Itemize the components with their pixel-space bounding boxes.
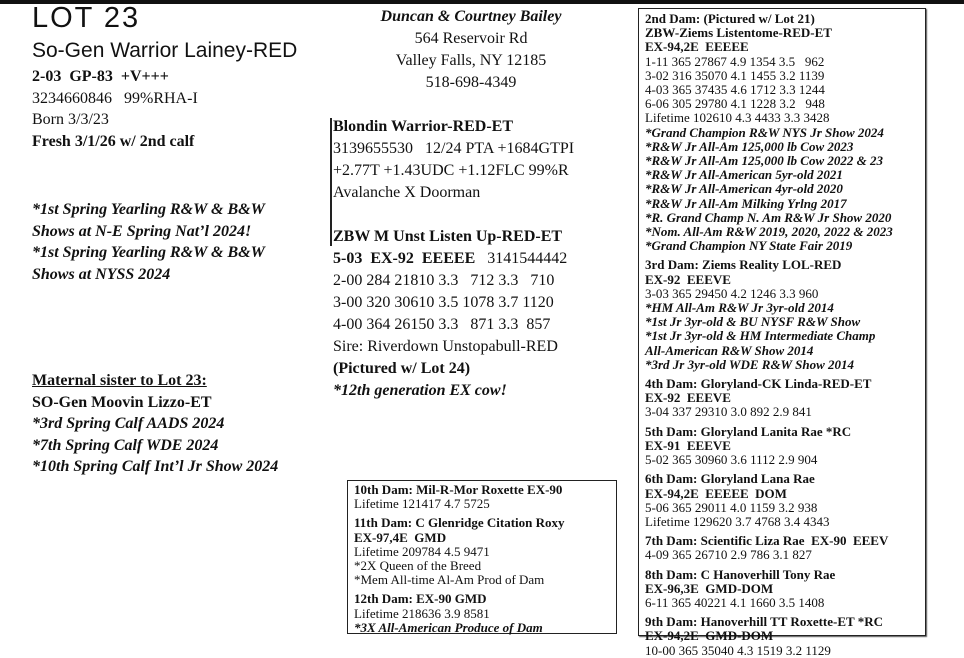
animal-name: So-Gen Warrior Lainey-RED [32,39,298,62]
dam-award: *R&W Jr All-Am 125,000 lb Cow 2023 [645,138,854,154]
dam-award: *1st Jr 3yr-old & BU NYSF R&W Show [645,314,861,330]
top-border [0,0,964,4]
dam-heading: 3rd Dam: Ziems Reality LOL-RED [645,257,842,273]
dam-record: Lifetime 209784 4.5 9471 [354,543,490,559]
sire-block [333,116,574,204]
sister-award: *3rd Spring Calf AADS 2024 [32,415,225,432]
lot-number: LOT 23 [32,2,141,34]
dam-award: *1st Jr 3yr-old & HM Intermediate Champ [645,328,876,344]
dam-heading: 9th Dam: Hanoverhill TT Roxette-ET *RC [645,614,883,630]
dam-record: *Mem All-time Al-Am Prod of Dam [354,572,545,588]
dam-heading: 8th Dam: C Hanoverhill Tony Rae [645,566,836,582]
dam-section [645,258,925,372]
dam-award: *R&W Jr All-American 5yr-old 2021 [645,167,843,183]
dam-record: Lifetime 129620 3.7 4768 3.4 4343 [645,513,830,529]
dam-heading: EX-96,3E GMD-DOM [645,580,774,596]
dam-record: 3-03 365 29450 4.2 1246 3.3 960 [645,285,819,301]
owner-name: Duncan & Courtney Bailey [380,8,562,25]
dam-sire: Sire: Riverdown Unstopabull-RED [333,338,558,355]
dam-heading: 12th Dam: EX-90 GMD [354,591,487,607]
dam-record: 4-03 365 37435 4.6 1712 3.3 1244 [645,82,825,98]
dam-note: *12th generation EX cow! [333,382,507,399]
dam-record: 10-00 365 35040 4.3 1519 3.2 1129 [645,642,831,658]
maternal-sister [32,370,278,478]
award-line: Shows at NYSS 2024 [32,265,171,283]
dam-section [645,615,925,658]
dam-heading: EX-94,2E GMD-DOM [645,628,774,644]
dam-record: Lifetime 102610 4.3 4433 3.3 3428 [645,110,830,126]
dam-record: 5-06 365 29011 4.0 1159 3.2 938 [645,499,818,515]
dam-section [354,516,616,587]
dam-award: *Grand Champion NY State Fair 2019 [645,238,853,254]
dam-award: *R&W Jr All-Am 125,000 lb Cow 2022 & 23 [645,153,884,169]
dam-heading: 10th Dam: Mil-R-Mor Roxette EX-90 [354,482,563,497]
dam-heading: 11th Dam: C Glenridge Citation Roxy [354,515,565,531]
dam-section [354,592,616,635]
pedigree-box-middle [347,480,617,634]
dam-section [645,377,925,420]
dam-classification: 5-03 EX-92 EEEEE [333,250,476,267]
dam-record: 2-00 284 21810 3.3 712 3.3 710 [333,272,555,289]
owner-phone: 518-698-4349 [425,74,517,91]
dam-record: Lifetime 218636 3.9 8581 [354,605,490,621]
dam-record: 4-09 365 26710 2.9 786 3.1 827 [645,547,812,563]
birth-date: Born 3/3/23 [32,111,109,128]
dam-name: ZBW M Unst Listen Up-RED-ET [333,228,563,245]
dam-award: All-American R&W Show 2014 [645,342,814,358]
awards [32,199,265,285]
animal-info [32,66,198,152]
dam-section [645,472,925,529]
sire-name: Blondin Warrior-RED-ET [333,118,514,135]
dam-section [645,568,925,611]
dam-heading: 6th Dam: Gloryland Lana Rae [645,471,815,487]
award-line: Shows at N-E Spring Nat’l 2024! [32,222,252,240]
award-line: *1st Spring Yearling R&W & B&W [32,244,265,261]
dam-award: *Grand Champion R&W NYS Jr Show 2024 [645,124,884,140]
dam-section [645,534,925,562]
sister-award: *10th Spring Calf Int’l Jr Show 2024 [32,458,279,475]
sister-name: SO-Gen Moovin Lizzo-ET [32,393,212,411]
dam-award: *3rd Jr 3yr-old WDE R&W Show 2014 [645,356,855,372]
dam-award: *R&W Jr All-American 4yr-old 2020 [645,181,843,197]
owner-city: Valley Falls, NY 12185 [395,52,547,69]
fresh-date: Fresh 3/1/26 w/ 2nd calf [32,132,195,150]
dam-record: 6-06 305 29780 4.1 1228 3.2 948 [645,96,825,112]
dam-heading: 4th Dam: Gloryland-CK Linda-RED-ET [645,376,872,392]
dam-record: 3-02 316 35070 4.1 1455 3.2 1139 [645,67,825,83]
owner-block [346,6,596,94]
dam-heading: EX-97,4E GMD [354,529,447,545]
dam-section [645,425,925,468]
sire-line: +2.77T +1.43UDC +1.12FLC 99%R [333,162,569,179]
dam-record: 1-11 365 27867 4.9 1354 3.5 962 [645,53,825,69]
dam-block [333,226,567,402]
dam-record: 3-00 320 30610 3.5 1078 3.7 1120 [333,294,554,311]
dam-pictured: (Pictured w/ Lot 24) [333,360,471,377]
dam-heading: ZBW-Ziems Listentome-RED-ET [645,25,832,41]
dam-record: *2X Queen of the Breed [354,558,482,574]
dam-heading: 7th Dam: Scientific Liza Rae EX-90 EEEV [645,533,889,549]
dam-heading: EX-92 EEEVE [645,271,731,287]
dam-heading: 2nd Dam: (Pictured w/ Lot 21) [645,11,815,26]
dam-record: 6-11 365 40221 4.1 1660 3.5 1408 [645,594,825,610]
dam-registration: 3141544442 [487,250,568,267]
dam-award: *3X All-American Produce of Dam [354,619,543,635]
owner-address: 564 Reservoir Rd [414,30,528,47]
dam-heading: EX-91 EEEVE [645,437,731,453]
dam-award: *HM All-Am R&W Jr 3yr-old 2014 [645,300,834,316]
sire-line: Avalanche X Doorman [333,184,481,201]
dam-section [354,483,616,511]
dam-record: 3-04 337 29310 3.0 892 2.9 841 [645,404,812,420]
dam-heading: EX-94,2E EEEEE [645,39,749,55]
sister-heading: Maternal sister to Lot 23: [32,372,207,389]
dam-heading: EX-92 EEEVE [645,390,731,406]
dam-record: 4-00 364 26150 3.3 871 3.3 857 [333,316,551,333]
classification: 2-03 GP-83 +V+++ [32,68,169,85]
dam-award: *R. Grand Champ N. Am R&W Jr Show 2020 [645,209,892,225]
registration: 3234660846 99%RHA-I [32,89,198,107]
pedigree-box-right [638,8,926,658]
divider-line [330,118,332,246]
dam-award: *R&W Jr All-Am Milking Yrlng 2017 [645,195,847,211]
dam-record: Lifetime 121417 4.7 5725 [354,496,490,512]
dam-record: 5-02 365 30960 3.6 1112 2.9 904 [645,452,818,468]
dam-heading: 5th Dam: Gloryland Lanita Rae *RC [645,423,852,439]
dam-award: *Nom. All-Am R&W 2019, 2020, 2022 & 2023 [645,224,893,240]
award-line: *1st Spring Yearling R&W & B&W [32,201,265,218]
sister-award: *7th Spring Calf WDE 2024 [32,436,219,454]
dam-heading: EX-94,2E EEEEE DOM [645,485,787,501]
sire-line: 3139655530 12/24 PTA +1684GTPI [333,140,575,157]
dam-section [645,12,925,253]
